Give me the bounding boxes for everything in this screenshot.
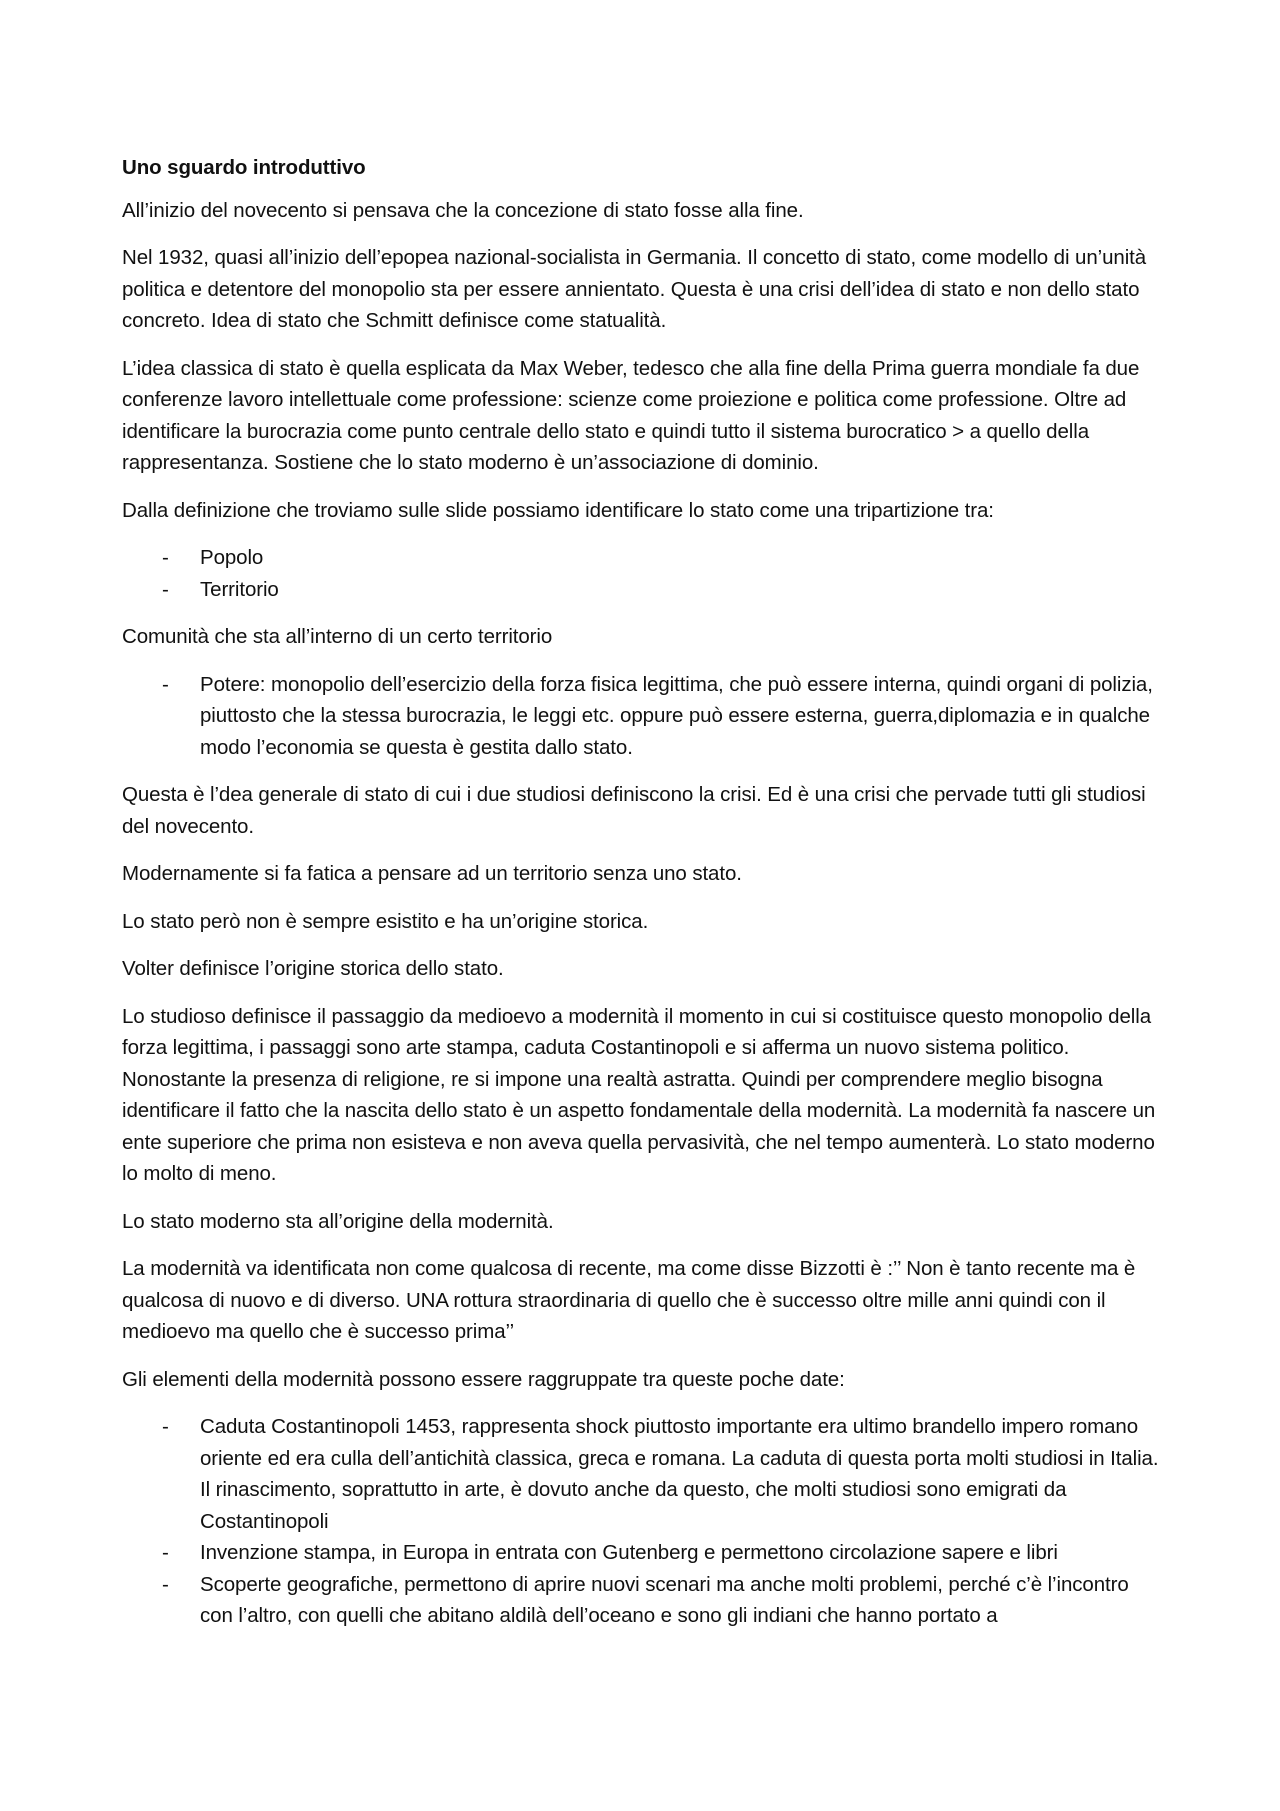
list-item (122, 669, 1162, 764)
paragraph: Lo studioso definisce il passaggio da medioevo a modernità il momento in cui si costituisce questo monopolio della forza legittima, i passaggi sono arte stampa, caduta Costantinopoli e si afferma un nuovo sistema politico. Nonostante la presenza di religione, re si impone una realtà astratta. Quindi per comprendere meglio bisogna identificare il fatto che la nascita dello stato è un aspetto fondamentale della modernità. La modernità fa nascere un ente superiore che prima non esisteva e non aveva quella pervasività, che nel tempo aumenterà. Lo stato moderno lo molto di meno. (122, 1004, 1156, 1185)
paragraph: Gli elementi della modernità possono essere raggruppate tra queste poche date: (122, 1367, 845, 1391)
dash-bullet: - (162, 1572, 169, 1596)
list-item-text: Invenzione stampa, in Europa in entrata con Gutenberg e permettono circolazione sapere e libri (200, 1541, 1058, 1564)
document-title: Uno sguardo introduttivo (122, 156, 366, 179)
bullet-list (122, 669, 1162, 764)
paragraph: Questa è l’dea generale di stato di cui i due studiosi definiscono la crisi. Ed è una crisi che pervade tutti gli studiosi del novecento. (122, 783, 1146, 838)
list-item (122, 1411, 1162, 1537)
list-item-text: Popolo (200, 546, 264, 569)
list-item (122, 542, 1162, 574)
dash-bullet: - (162, 1541, 169, 1564)
list-item (122, 574, 1162, 606)
paragraph: Lo stato moderno sta all’origine della modernità. (122, 1209, 554, 1233)
dash-bullet: - (162, 672, 169, 696)
paragraph: La modernità va identificata non come qualcosa di recente, ma come disse Bizzotti è :’’ Non è tanto recente ma è qualcosa di nuovo e di diverso. UNA rottura straordinaria di quello che è successo oltre mille anni quindi con il medioevo ma quello che è successo prima’’ (122, 1257, 1136, 1343)
list-item-text: Potere: monopolio dell’esercizio della forza fisica legittima, che può essere interna, quindi organi di polizia, piuttosto che la stessa burocrazia, le leggi etc. oppure può essere esterna, guerra,diplomazia e in qualche modo l’economia se questa è gestita dallo stato. (200, 672, 1153, 759)
bullet-list (122, 1411, 1162, 1632)
paragraph: Lo stato però non è sempre esistito e ha un’origine storica. (122, 909, 649, 933)
dash-bullet: - (162, 577, 169, 601)
paragraph: L’idea classica di stato è quella esplicata da Max Weber, tedesco che alla fine della Prima guerra mondiale fa due conferenze lavoro intellettuale come professione: scienze come proiezione e politica come professione. Oltre ad identificare la burocrazia come punto centrale dello stato e quindi tutto il sistema burocratico > a quello della rappresentanza. Sostiene che lo stato moderno è un’associazione di dominio. (122, 356, 1140, 474)
dash-bullet: - (162, 546, 169, 569)
list-item (122, 1569, 1162, 1632)
paragraph: Modernamente si fa fatica a pensare ad un territorio senza uno stato. (122, 862, 742, 885)
list-item (122, 1537, 1162, 1569)
paragraph: Nel 1932, quasi all’inizio dell’epopea nazional-socialista in Germania. Il concetto di stato, come modello di un’unità politica e detentore del monopolio sta per essere annientato. Questa è una crisi dell’idea di stato e non dello stato concreto. Idea di stato che Schmitt definisce come statualità. (122, 246, 1147, 332)
paragraph: Volter definisce l’origine storica dello stato. (122, 957, 504, 980)
bullet-list (122, 542, 1162, 605)
paragraph: Dalla definizione che troviamo sulle slide possiamo identificare lo stato come una tripartizione tra: (122, 498, 994, 522)
paragraph: Comunità che sta all’interno di un certo territorio (122, 625, 553, 648)
paragraph: All’inizio del novecento si pensava che la concezione di stato fosse alla fine. (122, 198, 804, 222)
list-item-text: Territorio (200, 577, 279, 601)
document-page (122, 152, 1162, 1648)
dash-bullet: - (162, 1415, 169, 1438)
list-item-text: Caduta Costantinopoli 1453, rappresenta shock piuttosto importante era ultimo brandello impero romano oriente ed era culla dell’antichità classica, greca e romana. La caduta di questa porta molti studiosi in Italia. Il rinascimento, soprattutto in arte, è dovuto anche da questo, che molti studiosi sono emigrati da Costantinopoli (200, 1415, 1159, 1533)
list-item-text: Scoperte geografiche, permettono di aprire nuovi scenari ma anche molti problemi, perché c’è l’incontro con l’altro, con quelli che abitano aldilà dell’oceano e sono gli indiani che hanno portato a (200, 1572, 1129, 1627)
